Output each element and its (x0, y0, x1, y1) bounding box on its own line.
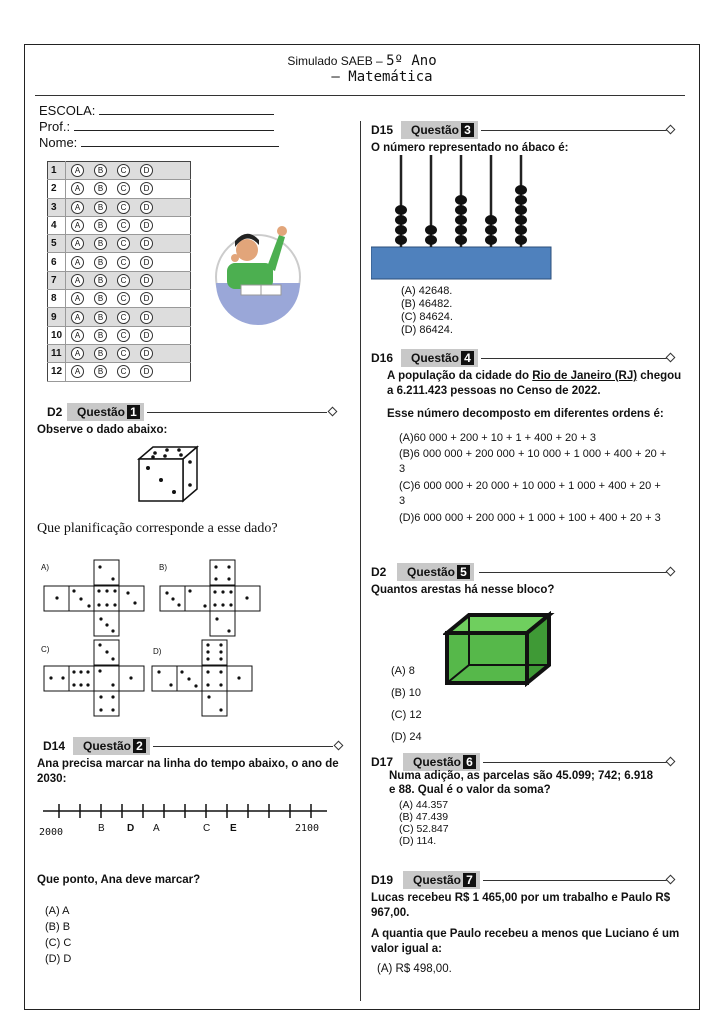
q1-net-c[interactable] (43, 639, 147, 717)
abacus-bead (515, 205, 527, 215)
abacus-bead (485, 235, 497, 245)
q1-net-a[interactable] (43, 559, 147, 637)
answer-bubbles (66, 344, 191, 362)
q5-number: 5 (457, 565, 470, 579)
q4-prompt-post: chegou a 6.211.423 pessoas no Censo de 2022. (387, 370, 682, 397)
answer-bubble-d[interactable]: D (140, 164, 153, 177)
q3-code: D15 (371, 123, 394, 137)
answer-bubble-c[interactable]: C (117, 237, 130, 250)
q6-option-c[interactable]: (C) 52.847 (399, 823, 449, 835)
answer-bubble-b[interactable]: B (94, 256, 107, 269)
die-image (137, 445, 201, 505)
answer-bubble-d[interactable]: D (140, 365, 153, 378)
answer-row-number: 3 (48, 198, 66, 216)
abacus-bead (515, 195, 527, 205)
answer-row-number: 1 (48, 162, 66, 180)
q1-option-c-label: C) (41, 645, 50, 654)
answer-bubbles (66, 216, 191, 234)
answer-row (48, 180, 191, 198)
q3-option-d[interactable]: (D) 86424. (401, 324, 453, 336)
answer-bubble-b[interactable]: B (94, 164, 107, 177)
q6-option-d[interactable]: (D) 114. (399, 835, 437, 847)
q3-option-b[interactable]: (B) 46482. (401, 298, 453, 310)
answer-bubble-d[interactable]: D (140, 311, 153, 324)
abacus-bead (425, 235, 437, 245)
answer-bubble-d[interactable]: D (140, 274, 153, 287)
school-field[interactable] (99, 104, 274, 115)
answer-row-number: 11 (48, 344, 66, 362)
answer-bubble-b[interactable]: B (94, 292, 107, 305)
answer-row-number: 9 (48, 308, 66, 326)
answer-row (48, 216, 191, 234)
q4-diamond (666, 353, 676, 363)
q2-option-c[interactable]: (C) C (45, 937, 72, 949)
answer-bubble-d[interactable]: D (140, 329, 153, 342)
answer-bubble-a[interactable]: A (71, 201, 84, 214)
name-label: Nome: (39, 135, 78, 150)
q7-tab (403, 871, 480, 889)
answer-bubble-a[interactable]: A (71, 347, 84, 360)
answer-bubble-d[interactable]: D (140, 256, 153, 269)
q1-net-b[interactable] (159, 559, 263, 637)
q4-option-d[interactable]: (D)6 000 000 + 200 000 + 1 000 + 100 + 400 + 20 + 3 (399, 512, 661, 524)
answer-bubble-c[interactable]: C (117, 292, 130, 305)
answer-bubble-a[interactable]: A (71, 256, 84, 269)
abacus-bead (455, 205, 467, 215)
answer-bubble-c[interactable]: C (117, 329, 130, 342)
answer-bubble-c[interactable]: C (117, 164, 130, 177)
q3-option-a[interactable]: (A) 42648. (401, 285, 453, 297)
q2-header (43, 737, 343, 755)
answer-bubbles (66, 326, 191, 344)
answer-bubble-c[interactable]: C (117, 182, 130, 195)
q7-number: 7 (463, 873, 476, 887)
abacus-bead (395, 205, 407, 215)
answer-bubbles (66, 180, 191, 198)
q3-option-c[interactable]: (C) 84624. (401, 311, 453, 323)
answer-bubble-d[interactable]: D (140, 182, 153, 195)
abacus-bead (515, 215, 527, 225)
q5-option-b[interactable]: (B) 10 (391, 687, 421, 699)
timeline-end: 2100 (295, 823, 320, 834)
q3-tab (401, 121, 478, 139)
timeline-label-b: B (98, 823, 105, 834)
answer-bubble-a[interactable]: A (71, 164, 84, 177)
answer-row (48, 253, 191, 271)
answer-bubble-a[interactable]: A (71, 219, 84, 232)
q4-prompt (387, 369, 687, 399)
answer-bubble-c[interactable]: C (117, 201, 130, 214)
answer-bubble-d[interactable]: D (140, 347, 153, 360)
answer-bubbles (66, 363, 191, 381)
abacus-image (371, 155, 553, 281)
answer-bubbles (66, 271, 191, 289)
exam-sheet (24, 44, 700, 1010)
answer-row-number: 12 (48, 363, 66, 381)
answer-bubble-c[interactable]: C (117, 274, 130, 287)
q5-header (371, 563, 677, 581)
answer-row (48, 198, 191, 216)
timeline-label-a: A (153, 823, 160, 834)
answer-row-number: 6 (48, 253, 66, 271)
q3-prompt: O número representado no ábaco é: (371, 142, 569, 154)
answer-bubble-a[interactable]: A (71, 365, 84, 378)
q5-option-d[interactable]: (D) 24 (391, 731, 422, 743)
answer-row (48, 290, 191, 308)
abacus-bead (395, 215, 407, 225)
abacus-bead (485, 215, 497, 225)
answer-row-number: 7 (48, 271, 66, 289)
abacus-bead (455, 215, 467, 225)
q6-prompt: Numa adição, as parcelas são 45.099; 742; 6.918 e 88. Qual é o valor da soma? (389, 770, 654, 796)
abacus-bead (515, 225, 527, 235)
q4-prompt-pre: A população da cidade do (387, 370, 533, 382)
answer-bubble-c[interactable]: C (117, 311, 130, 324)
q7-diamond (666, 875, 676, 885)
q4-header (371, 349, 677, 367)
answer-bubbles (66, 253, 191, 271)
q1-prompt: Observe o dado abaixo: (37, 424, 168, 436)
student-fields (39, 103, 279, 151)
abacus-bead (515, 185, 527, 195)
answer-bubble-a[interactable]: A (71, 329, 84, 342)
q1-diamond (328, 407, 338, 417)
q4-option-b[interactable]: (B)6 000 000 + 200 000 + 10 000 + 1 000 + 400 + 20 + 3 (399, 448, 667, 475)
abacus-bead (455, 195, 467, 205)
answer-bubble-c[interactable]: C (117, 219, 130, 232)
answer-bubble-c[interactable]: C (117, 365, 130, 378)
teacher-field[interactable] (74, 120, 274, 131)
answer-sheet (47, 161, 191, 382)
answer-bubbles (66, 290, 191, 308)
exam-header (25, 53, 699, 85)
q7-prompt2: A quantia que Paulo recebeu a menos que Luciano é um valor igual a: (371, 928, 680, 955)
abacus-bead (395, 235, 407, 245)
school-label: ESCOLA: (39, 103, 96, 118)
answer-bubble-b[interactable]: B (94, 274, 107, 287)
q2-timeline (39, 801, 329, 831)
answer-bubble-b[interactable]: B (94, 237, 107, 250)
q1-question: Que planificação corresponde a esse dado? (37, 521, 278, 536)
answer-bubble-a[interactable]: A (71, 311, 84, 324)
timeline-label-e: E (230, 823, 237, 834)
answer-bubble-b[interactable]: B (94, 329, 107, 342)
q1-tab (67, 403, 144, 421)
q7-header (371, 871, 677, 889)
answer-bubble-a[interactable]: A (71, 292, 84, 305)
q3-number: 3 (461, 123, 474, 137)
answer-row (48, 308, 191, 326)
answer-row-number: 2 (48, 180, 66, 198)
header-subject: – Matemática (331, 69, 433, 85)
q7-prompt: Lucas recebeu R$ 1 465,00 por um trabalho e Paulo R$ 967,00. (371, 892, 671, 919)
timeline-label-c: C (203, 823, 211, 834)
q5-option-c[interactable]: (C) 12 (391, 709, 422, 721)
answer-bubble-b[interactable]: B (94, 219, 107, 232)
answer-bubble-a[interactable]: A (71, 274, 84, 287)
header-rule (35, 95, 685, 96)
answer-bubble-b[interactable]: B (94, 311, 107, 324)
q5-tab (397, 563, 474, 581)
answer-row-number: 8 (48, 290, 66, 308)
answer-row-number: 5 (48, 235, 66, 253)
answer-bubble-d[interactable]: D (140, 219, 153, 232)
q2-code: D14 (43, 739, 66, 753)
answer-bubbles (66, 308, 191, 326)
abacus-bead (515, 235, 527, 245)
q3-label: Questão (411, 123, 460, 137)
answer-bubble-c[interactable]: C (117, 256, 130, 269)
q7-label: Questão (413, 873, 462, 887)
q2-label: Questão (83, 739, 132, 753)
q2-option-d[interactable]: (D) D (45, 953, 72, 965)
q1-rule (147, 412, 327, 413)
q2-option-a[interactable]: (A) A (45, 905, 70, 917)
answer-row (48, 326, 191, 344)
answer-row (48, 344, 191, 362)
column-divider (360, 121, 361, 1001)
q4-prompt-city: Rio de Janeiro (RJ) (532, 370, 638, 382)
q1-option-b-label: B) (159, 563, 167, 572)
abacus-bead (395, 225, 407, 235)
q4-prompt2: Esse número decomposto em diferentes ordens é: (387, 408, 664, 420)
q4-label: Questão (411, 351, 460, 365)
rectangular-block-image (443, 611, 555, 687)
answer-bubbles (66, 162, 191, 180)
answer-bubbles (66, 235, 191, 253)
q2-number: 2 (133, 739, 146, 753)
q4-number: 4 (461, 351, 474, 365)
q7-rule (483, 880, 667, 881)
q6-code: D17 (371, 755, 394, 769)
answer-row-number: 10 (48, 326, 66, 344)
q5-rule (479, 572, 667, 573)
answer-bubble-d[interactable]: D (140, 201, 153, 214)
q5-label: Questão (407, 565, 456, 579)
q4-option-c[interactable]: (C)6 000 000 + 20 000 + 10 000 + 1 000 + 400 + 20 + 3 (399, 480, 661, 507)
answer-bubble-a[interactable]: A (71, 182, 84, 195)
q6-option-a[interactable]: (A) 44.357 (399, 799, 449, 811)
answer-bubbles (66, 198, 191, 216)
q2-prompt: Ana precisa marcar na linha do tempo abaixo, o ano de 2030: (37, 758, 339, 785)
answer-row (48, 271, 191, 289)
q1-header (47, 403, 339, 421)
q1-code: D2 (47, 405, 63, 419)
q6-number: 6 (463, 755, 476, 769)
q6-option-b[interactable]: (B) 47.439 (399, 811, 449, 823)
q3-rule (481, 130, 667, 131)
q1-net-d[interactable] (151, 639, 255, 717)
header-grade: 5º Ano (386, 53, 437, 69)
answer-bubble-a[interactable]: A (71, 237, 84, 250)
q1-option-d-label: D) (153, 647, 162, 656)
name-field[interactable] (81, 136, 279, 147)
q5-diamond (666, 567, 676, 577)
q2-rule (153, 746, 333, 747)
answer-row (48, 363, 191, 381)
answer-row-number: 4 (48, 216, 66, 234)
timeline-start: 2000 (39, 827, 64, 838)
q2-option-b[interactable]: (B) B (45, 921, 71, 933)
q5-prompt: Quantos arestas há nesse bloco? (371, 584, 555, 596)
q3-diamond (666, 125, 676, 135)
q4-tab (401, 349, 478, 367)
q7-code: D19 (371, 873, 394, 887)
answer-row (48, 235, 191, 253)
answer-bubble-b[interactable]: B (94, 182, 107, 195)
q6-label: Questão (413, 755, 462, 769)
q4-option-a[interactable]: (A)60 000 + 200 + 10 + 1 + 400 + 20 + 3 (399, 432, 596, 444)
answer-bubble-b[interactable]: B (94, 347, 107, 360)
q3-header (371, 121, 677, 139)
q2-tab (73, 737, 150, 755)
q4-rule (481, 358, 667, 359)
q1-label: Questão (77, 405, 126, 419)
q4-code: D16 (371, 351, 394, 365)
q6-diamond (666, 757, 676, 767)
abacus-bead (455, 225, 467, 235)
abacus-bead (455, 235, 467, 245)
q5-code: D2 (371, 565, 387, 579)
abacus-bead (425, 225, 437, 235)
q1-number: 1 (127, 405, 140, 419)
timeline-label-d: D (127, 823, 135, 834)
answer-bubble-c[interactable]: C (117, 347, 130, 360)
abacus-bead (485, 225, 497, 235)
answer-bubble-d[interactable]: D (140, 237, 153, 250)
q2-diamond (334, 741, 344, 751)
teacher-label: Prof.: (39, 119, 71, 134)
q1-option-a-label: A) (41, 563, 49, 572)
answer-bubble-b[interactable]: B (94, 201, 107, 214)
q6-rule (483, 762, 667, 763)
answer-bubble-d[interactable]: D (140, 292, 153, 305)
answer-bubble-b[interactable]: B (94, 365, 107, 378)
answer-row (48, 162, 191, 180)
student-illustration (213, 195, 303, 325)
header-title: Simulado SAEB – (287, 54, 383, 68)
q2-question: Que ponto, Ana deve marcar? (37, 874, 201, 886)
q5-option-a[interactable]: (A) 8 (391, 665, 415, 677)
q7-option-a[interactable]: (A) R$ 498,00. (377, 963, 452, 975)
